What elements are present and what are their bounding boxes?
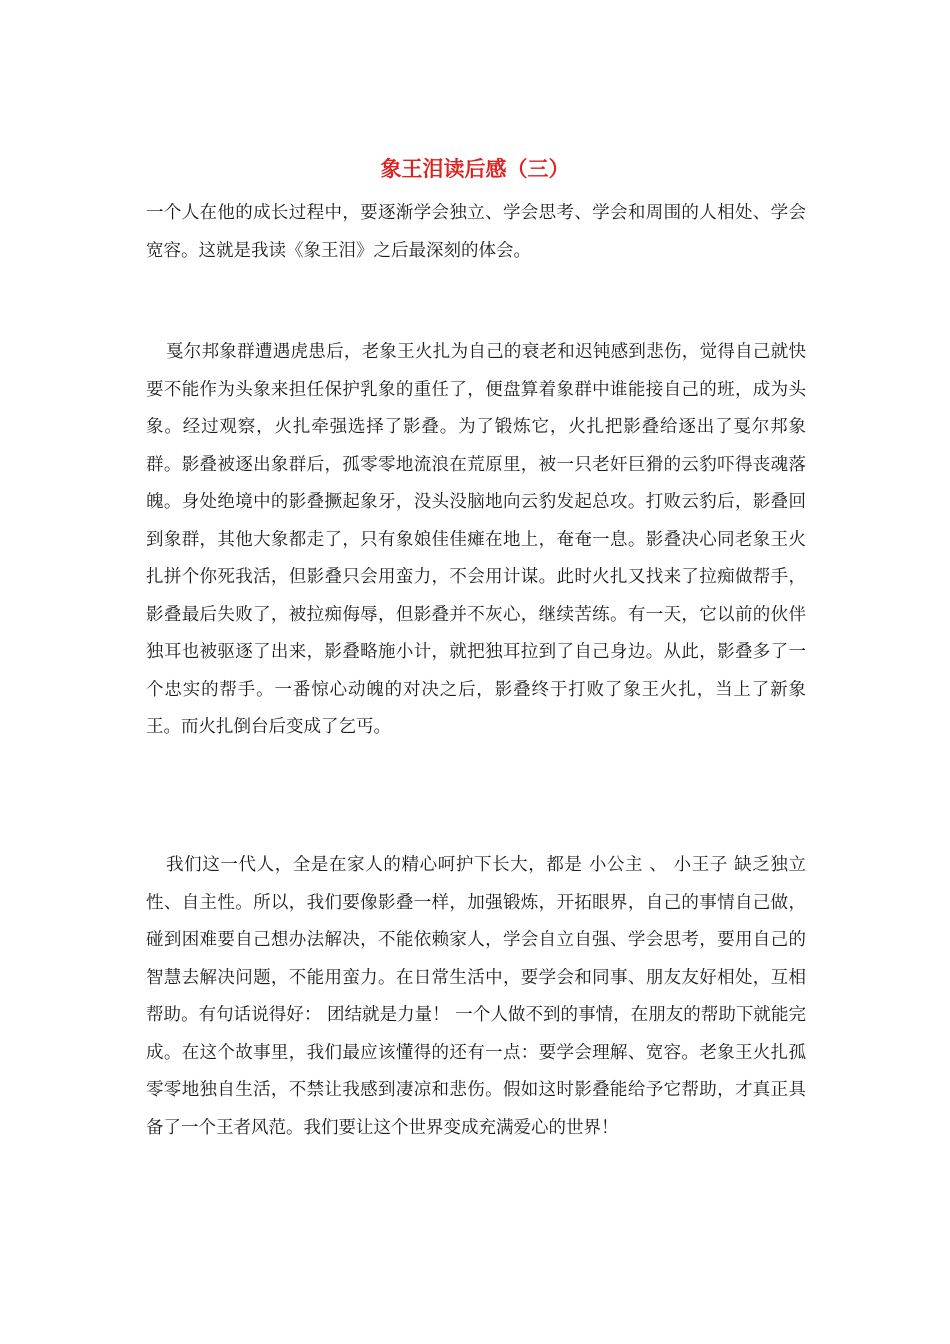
summary-paragraph: 戛尔邦象群遭遇虎患后，老象王火扎为自己的衰老和迟钝感到悲伤，觉得自己就快要不能作为头象来担任保护乳象的重任了，便盘算着象群中谁能接自己的班，成为头象。经过观察，火扎牵强选择了影叠。为了锻炼它，火扎把影叠给逐出了戛尔邦象群。影叠被逐出象群后，孤零零地流浪在荒原里，被一只老奸巨猾的云豹吓得丧魂落魄。身处绝境中的影叠撅起象牙，没头没脑地向云豹发起总攻。打败云豹后，影叠回到象群，其他大象都走了，只有象娘佳佳瘫在地上，奄奄一息。影叠决心同老象王火扎拼个你死我活，但影叠只会用蛮力，不会用计谋。此时火扎又找来了拉痴做帮手，影叠最后失败了，被拉痴侮辱，但影叠并不灰心，继续苦练。有一天，它以前的伙伴独耳也被驱逐了出来，影叠略施小计，就把独耳拉到了自己身边。从此，影叠多了一个忠实的帮手。一番惊心动魄的对决之后，影叠终于打败了象王火扎，当上了新象王。而火扎倒台后变成了乞丐。: [146, 342, 806, 737]
intro-paragraph: 一个人在他的成长过程中，要逐渐学会独立、学会思考、学会和周围的人相处、学会宽容。这就是我读《象王泪》之后最深刻的体会。: [146, 203, 806, 261]
reflection-paragraph: 我们这一代人，全是在家人的精心呵护下长大，都是 小公主 、 小王子 缺乏独立性、自主性。所以，我们要像影叠一样，加强锻炼，开拓眼界，自己的事情自己做，碰到困难要自己想办法解决，不能依赖家人，学会自立自强、学会思考，要用自己的智慧去解决问题，不能用蛮力。在日常生活中，要学会和同事、朋友友好相处，互相帮助。有句话说得好： 团结就是力量！ 一个人做不到的事情，在朋友的帮助下就能完成。在这个故事里，我们最应该懂得的还有一点：要学会理解、宽容。老象王火扎孤零零地独自生活，不禁让我感到凄凉和悲伤。假如这时影叠能给予它帮助，才真正具备了一个王者风范。我们要让这个世界变成充满爱心的世界！: [146, 855, 806, 1138]
document-title: 象王泪读后感（三）: [380, 156, 570, 181]
